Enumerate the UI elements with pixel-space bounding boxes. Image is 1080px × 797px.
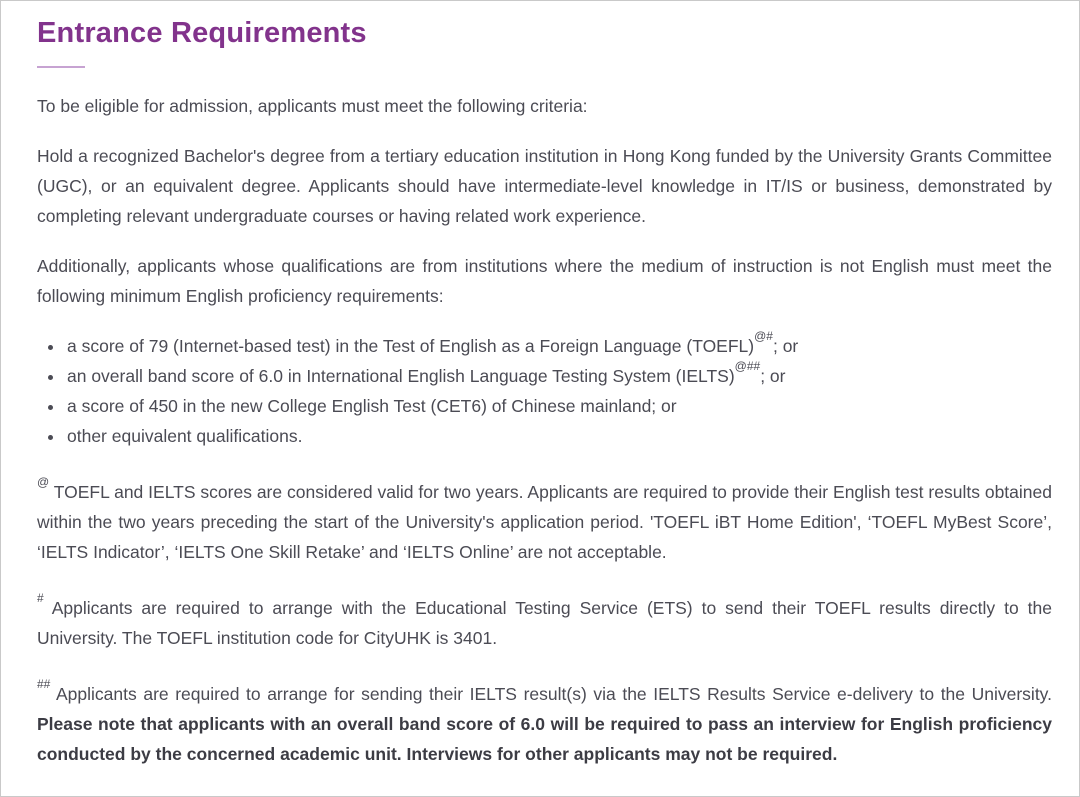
footnote-toefl-delivery	[37, 590, 1052, 653]
degree-requirement-paragraph: Hold a recognized Bachelor's degree from a tertiary education institution in Hong Kong funded by the University Grants Committee (UGC), or an equivalent degree. Applicants should have intermediate-level knowledge in IT/IS or business, demonstrated by completing relevant undergraduate courses or having related work experience.	[37, 145, 1052, 226]
list-item-text: other equivalent qualifications.	[67, 425, 303, 446]
english-requirements-list	[37, 328, 1052, 451]
english-requirement-intro-paragraph: Additionally, applicants whose qualifications are from institutions where the medium of instruction is not English must meet the following minimum English proficiency requirements:	[37, 255, 1052, 306]
list-item-text: a score of 450 in the new College English Test (CET6) of Chinese mainland; or	[67, 395, 677, 416]
superscript-marker: @#	[754, 328, 773, 343]
footnote-text: TOEFL and IELTS scores are considered valid for two years. Applicants are required to provide their English test results obtained within the two years preceding the start of the University's application period. 'TOEFL iBT Home Edition', ‘TOEFL MyBest Score’, ‘IELTS Indicator’, ‘IELTS One Skill Retake’ and ‘IELTS Online’ are not acceptable.	[37, 481, 1052, 562]
list-item-suffix: ; or	[772, 335, 799, 356]
footnote-marker: ##	[37, 676, 51, 691]
list-item-text: an overall band score of 6.0 in International English Language Testing System (IELTS)	[67, 365, 735, 386]
list-item-toefl	[65, 328, 1052, 361]
content-section	[1, 1, 1079, 769]
footnote-text: Applicants are required to arrange with the Educational Testing Service (ETS) to send their TOEFL results directly to the University. The TOEFL institution code for CityUHK is 3401.	[37, 597, 1052, 648]
footnote-bold-note: Please note that applicants with an overall band score of 6.0 will be required to pass an interview for English proficiency conducted by the concerned academic unit. Interviews for other applicants may not be required.	[37, 713, 1052, 764]
title-underline	[37, 66, 85, 68]
list-item-text: a score of 79 (Internet-based test) in the Test of English as a Foreign Language (TOEFL)	[67, 335, 755, 356]
list-item-other	[65, 421, 1052, 451]
footnote-marker: #	[37, 590, 44, 605]
footnote-ielts-delivery	[37, 676, 1052, 769]
page-title: Entrance Requirements	[37, 17, 367, 49]
superscript-marker: @##	[734, 358, 761, 373]
list-item-cet6	[65, 391, 1052, 421]
footnote-score-validity	[37, 474, 1052, 567]
intro-paragraph: To be eligible for admission, applicants must meet the following criteria:	[37, 95, 588, 116]
footnote-text: Applicants are required to arrange for sending their IELTS result(s) via the IELTS Results Service e-delivery to the University.	[56, 683, 1052, 704]
list-item-ielts	[65, 358, 1052, 391]
list-item-suffix: ; or	[760, 365, 786, 386]
footnote-marker: @	[37, 474, 50, 489]
